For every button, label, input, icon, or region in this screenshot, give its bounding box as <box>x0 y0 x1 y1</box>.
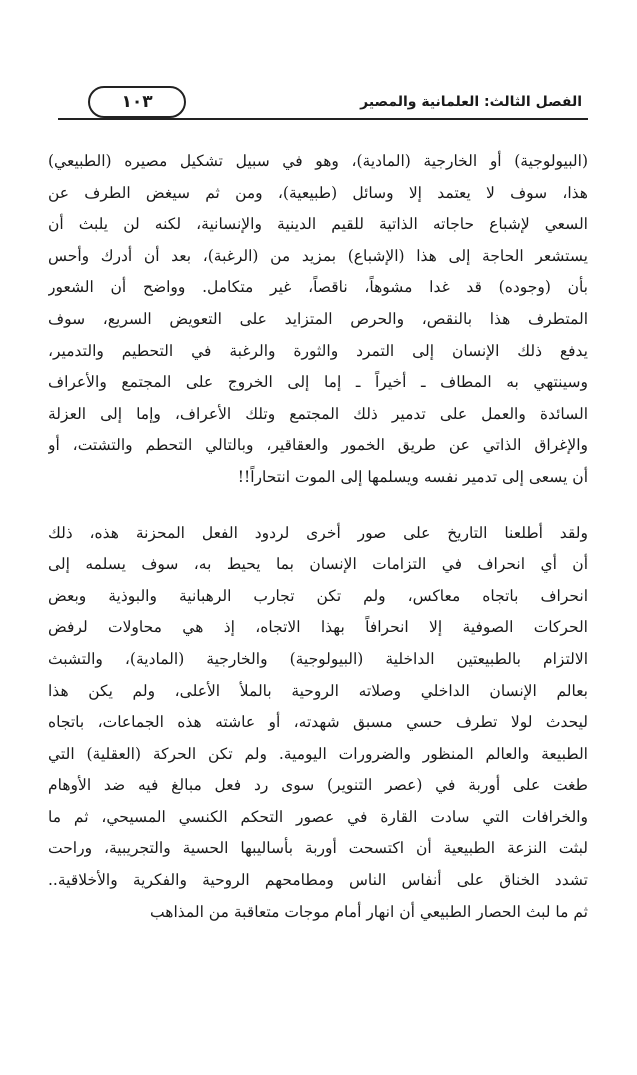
running-header <box>58 82 588 124</box>
text-line: ليحدث لولا تطرف حسي مسبق شهدته، أو عاشته هذه الجماعات، باتجاه <box>48 713 588 732</box>
text-line: ولقد أطلعنا التاريخ على صور أخرى لردود الفعل المحزنة هذه، ذلك <box>48 523 588 542</box>
text-line: أن يسعى إلى تدمير نفسه ويسلمها إلى الموت انتحاراً!! <box>237 467 588 486</box>
text-line: السائدة والعمل على تدمير ذلك المجتمع وتلك الأعراف، وإما إلى العزلة <box>48 404 588 423</box>
text-line: هذا، سوف لا يعتمد إلا وسائل (طبيعية)، ومن ثم سيغض الطرف عن <box>48 183 588 202</box>
text-line: الطبيعة والعالم المنظور والضرورات اليومية. ولم تكن الحركة (العقلية) التي <box>48 744 588 763</box>
chapter-title: الفصل الثالث: العلمانية والمصير <box>360 94 582 110</box>
text-line: (البيولوجية) أو الخارجية (المادية)، وهو في سبيل تشكيل مصيره (الطبيعي) <box>48 152 588 170</box>
text-line: يستشعر الحاجة إلى هذا (الإشباع) بمزيد من (الرغبة)، بعد أن أدرك وأحس <box>48 246 588 265</box>
text-line: السعي لإشباع حاجاته الذاتية للقيم الدينية والإنسانية، لكنه لن يلبث أن <box>48 215 588 234</box>
text-line: أن أي انحراف في التزامات الإنسان بما يحيط به، سوف يسلمه إلى <box>48 555 588 574</box>
text-line: الحركات الصوفية إلا انحرافاً بهذا الاتجاه، إذ هي محاولات لرفض <box>48 618 588 637</box>
text-line: ثم ما لبث الحصار الطبيعي أن انهار أمام موجات متعاقبة من المذاهب <box>150 902 588 921</box>
text-line: الالتزام بالطبيعتين الداخلية (البيولوجية) والخارجية (المادية)، والتشبث <box>48 649 588 668</box>
text-line: بأن (وجوده) قد غدا مشوهاً، ناقصاً، غير متكامل. وواضح أن الشعور <box>48 278 588 297</box>
text-line: لبثت النزعة الطبيعية أن اكتسحت أوربة بأساليبها الحسية والتجريبية، وراحت <box>48 839 588 858</box>
page-number-frame <box>88 86 186 118</box>
text-line: يدفع ذلك الإنسان إلى التمرد والثورة والرغبة في التحطيم والتدمير، <box>48 341 588 360</box>
text-line: المتطرف هذا بالنقص، والحرص المتزايد على التعويض السريع، سوف <box>48 309 588 328</box>
body-text <box>48 146 588 928</box>
text-line: طغت على أوربة في (عصر التنوير) سوى رد فعل مبالغ فيه ضد الأوهام <box>48 776 588 795</box>
page-number: ١٠٣ <box>121 92 153 112</box>
text-line: تشدد الخناق على أنفاس الناس ومطامحهم الروحية والفكرية والأخلاقية.. <box>48 871 588 890</box>
text-line: انحراف باتجاه معاكس، ولم تكن تجارب الرهبانية والبوذية وبعض <box>48 586 588 605</box>
paragraph <box>48 518 588 929</box>
text-line: والإغراق الذاتي عن طريق الخمور والعقاقير، وبالتالي التحطم والتشتت، أو <box>48 436 588 455</box>
header-rule <box>58 118 588 120</box>
paragraph-gap <box>48 494 588 518</box>
text-line: والخرافات التي سادت القارة في عصور التحكم الكنسي المسيحي، ثم ما <box>48 807 588 826</box>
text-line: وسينتهي به المطاف ـ أخيراً ـ إما إلى الخروج على المجتمع والأعراف <box>48 373 588 392</box>
paragraph <box>48 146 588 494</box>
text-line: بعالم الإنسان الداخلي وصلاته الروحية بالملأ الأعلى، ولم يكن هذا <box>48 681 588 700</box>
